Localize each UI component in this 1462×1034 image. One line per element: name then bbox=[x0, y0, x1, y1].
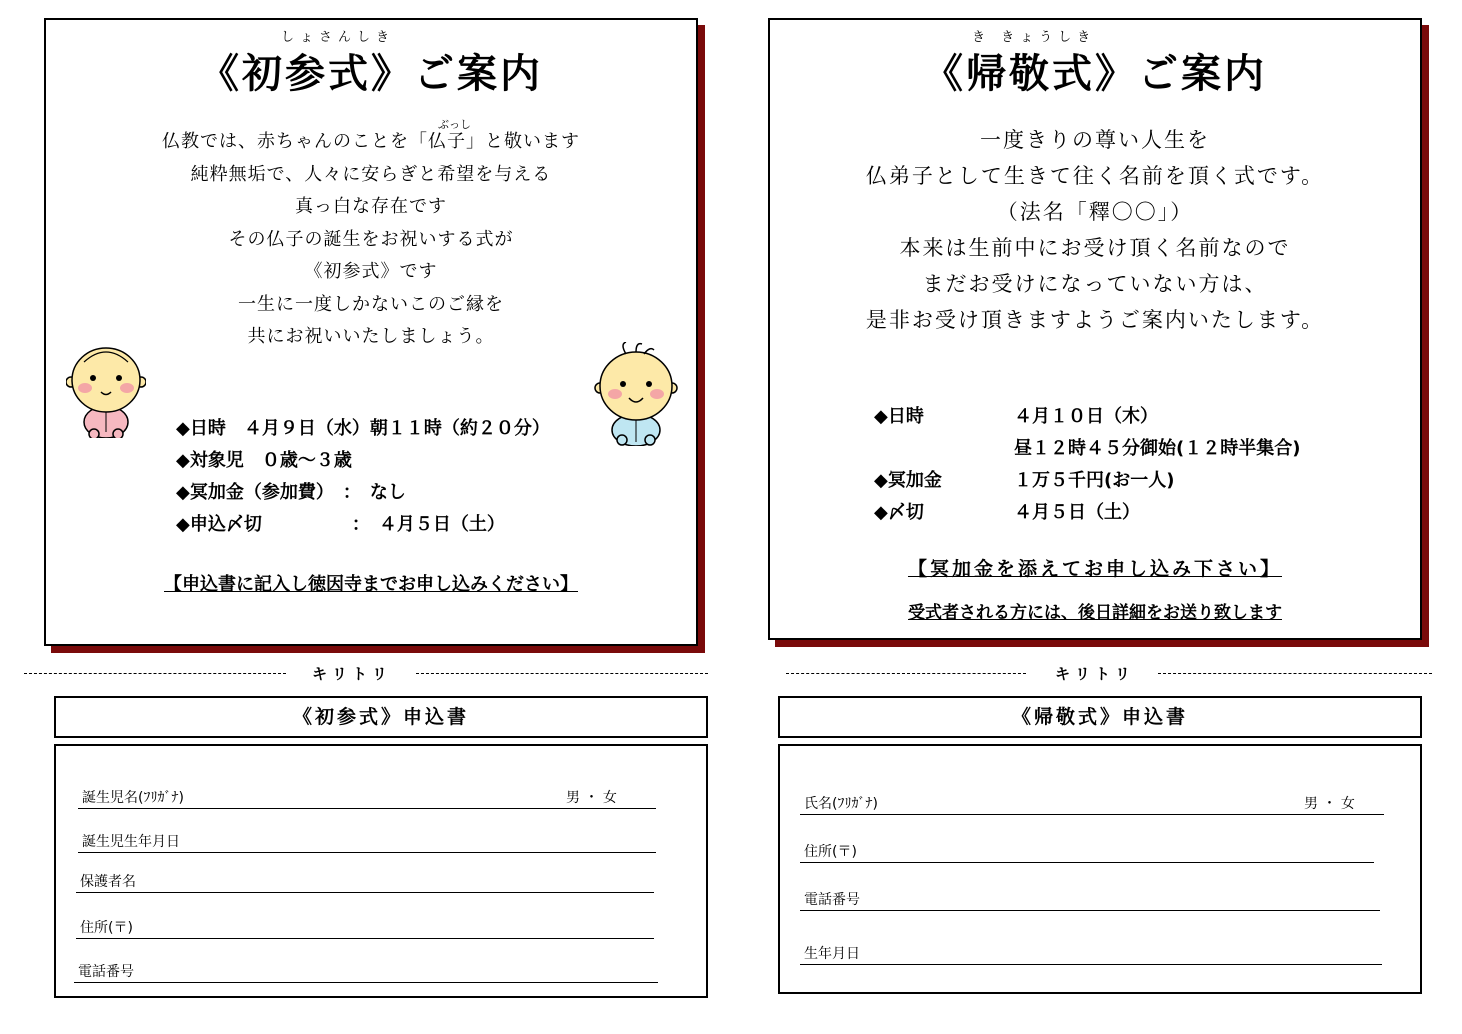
cut-line-left-a bbox=[24, 673, 286, 674]
cut-label-left: キリトリ bbox=[312, 665, 393, 683]
baby-boy-illustration bbox=[594, 342, 678, 446]
hatsu-title: 《初参式》ご案内 bbox=[199, 51, 543, 97]
field-baby-birthday[interactable] bbox=[78, 832, 656, 853]
cut-line-left-b bbox=[416, 673, 708, 674]
hatsu-intro-line: その仏子の誕生をお祝いする式が bbox=[228, 228, 514, 250]
hatsu-detail-deadline: ◆申込〆切 ： ４月５日（土） bbox=[176, 514, 505, 535]
hatsu-intro-line: 《初参式》です bbox=[304, 261, 438, 282]
kikyo-detail-date-value: ４月１０日（木） bbox=[1014, 406, 1158, 427]
field-baby-sex[interactable]: 男 ・ 女 bbox=[566, 790, 617, 806]
field-kikyo-address[interactable] bbox=[800, 842, 1374, 863]
cut-line-right-a bbox=[786, 673, 1026, 674]
field-guardian-name-label: 保護者名 bbox=[80, 874, 136, 890]
field-address-label: 住所(〒) bbox=[80, 920, 133, 936]
field-phone-label: 電話番号 bbox=[78, 964, 134, 980]
field-birthday[interactable] bbox=[800, 944, 1382, 965]
hatsu-intro bbox=[46, 126, 696, 354]
field-guardian-name[interactable] bbox=[76, 872, 654, 893]
kikyo-detail-deadline-label: ◆〆切 bbox=[874, 502, 924, 523]
kikyo-detail-fee-value: １万５千円(お一人) bbox=[1014, 470, 1175, 491]
kikyo-intro-line: 是非お受け頂きますようご案内いたします。 bbox=[865, 308, 1325, 332]
kikyo-title: 《帰敬式》ご案内 bbox=[923, 51, 1267, 97]
kikyo-intro-line: （法名「釋〇〇」） bbox=[996, 200, 1194, 224]
kikyo-form-title: 《帰敬式》申込書 bbox=[778, 696, 1422, 738]
field-birthday-label: 生年月日 bbox=[804, 946, 860, 962]
kikyo-detail-fee-label: ◆冥加金 bbox=[874, 470, 942, 491]
kikyo-detail-deadline-value: ４月５日（土） bbox=[1014, 502, 1140, 523]
baby-girl-illustration bbox=[66, 342, 146, 438]
field-address[interactable] bbox=[76, 918, 654, 939]
field-kikyo-phone[interactable] bbox=[800, 890, 1380, 911]
hatsu-intro-line: 純粋無垢で、人々に安らぎと希望を与える bbox=[190, 163, 552, 185]
kikyo-intro-line: まだお受けになっていない方は、 bbox=[922, 272, 1268, 296]
kikyo-form bbox=[778, 744, 1422, 994]
field-phone[interactable] bbox=[74, 962, 658, 983]
hatsu-detail-age: ◆対象児 ０歳～３歳 bbox=[176, 450, 352, 471]
hatsu-form bbox=[54, 744, 708, 998]
kikyo-notice-1 bbox=[770, 554, 1420, 581]
hatsu-intro-line: 共にお祝いいたしましょう。 bbox=[247, 326, 495, 347]
kikyo-card bbox=[768, 18, 1422, 640]
kikyo-notice-2 bbox=[770, 598, 1420, 623]
hatsu-intro-line: 仏教では、赤ちゃんのことを「仏子」と敬います bbox=[162, 131, 580, 152]
kikyo-title-ruby: き きょうしき bbox=[972, 30, 1097, 45]
field-baby-name-label: 誕生児名(ﾌﾘｶﾞﾅ) bbox=[82, 790, 184, 806]
field-baby-birthday-label: 誕生児生年月日 bbox=[82, 834, 180, 850]
hatsu-notice bbox=[46, 570, 696, 596]
hatsu-intro-line: 一生に一度しかないこのご縁を bbox=[238, 293, 504, 315]
hatsu-title-ruby: しょさんしき bbox=[281, 30, 396, 45]
hatsu-card bbox=[44, 18, 698, 646]
kikyo-notice-2-text: 受式者される方には、後日詳細をお送り致します bbox=[908, 603, 1282, 623]
hatsu-form-title: 《初参式》申込書 bbox=[54, 696, 708, 738]
hatsu-detail-fee: ◆冥加金（参加費） ： なし bbox=[176, 482, 406, 503]
kikyo-detail-time-value: 昼１２時４５分御始(１２時半集合) bbox=[1014, 438, 1301, 459]
kikyo-notice-1-text: 【冥加金を添えてお申し込み下さい】 bbox=[907, 558, 1282, 580]
busshi-ruby: ぶっし bbox=[438, 118, 471, 131]
kikyo-intro-line: 本来は生前中にお受け頂く名前なので bbox=[899, 236, 1291, 260]
cut-label-right: キリトリ bbox=[1055, 665, 1136, 683]
hatsu-notice-text: 【申込書に記入し徳因寺までお申し込みください】 bbox=[164, 574, 578, 595]
field-baby-name[interactable] bbox=[78, 788, 656, 809]
hatsu-detail-date: ◆日時 ４月９日（水）朝１１時（約２０分） bbox=[176, 418, 550, 439]
kikyo-intro bbox=[770, 122, 1420, 338]
field-name[interactable] bbox=[800, 794, 1384, 815]
field-kikyo-phone-label: 電話番号 bbox=[804, 892, 860, 908]
kikyo-detail-date-label: ◆日時 bbox=[874, 406, 924, 427]
hatsu-intro-line: 真っ白な存在です bbox=[295, 196, 447, 217]
cut-line-right-b bbox=[1158, 673, 1432, 674]
field-sex[interactable]: 男 ・ 女 bbox=[1304, 796, 1355, 812]
kikyo-intro-line: 仏弟子として生きて往く名前を頂く式です。 bbox=[865, 164, 1325, 188]
field-kikyo-address-label: 住所(〒) bbox=[804, 844, 857, 860]
field-name-label: 氏名(ﾌﾘｶﾞﾅ) bbox=[804, 796, 878, 812]
kikyo-intro-line: 一度きりの尊い人生を bbox=[980, 128, 1210, 152]
